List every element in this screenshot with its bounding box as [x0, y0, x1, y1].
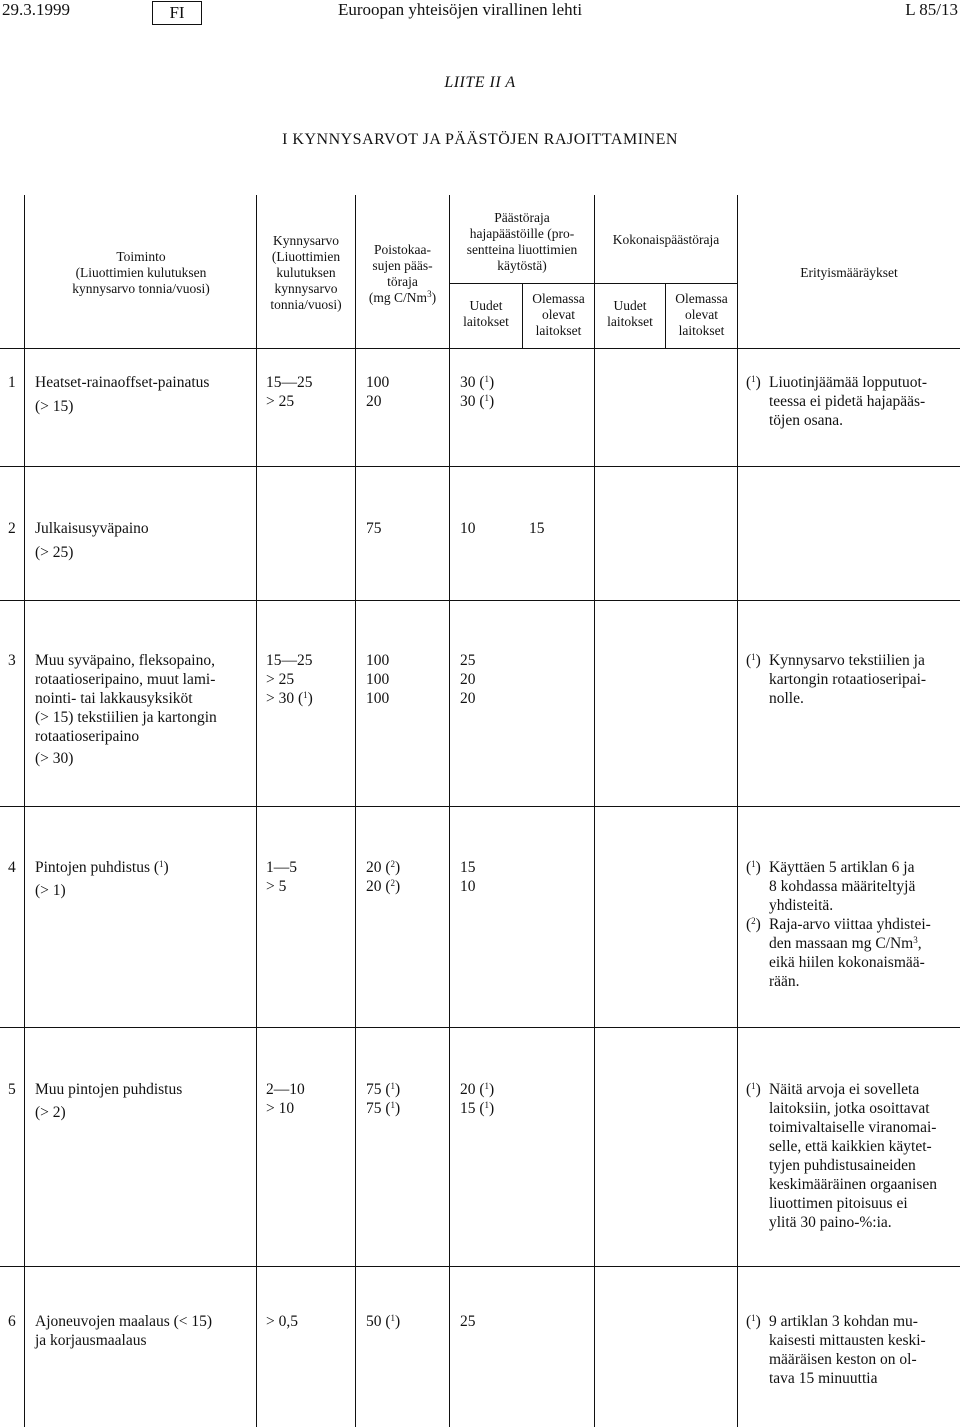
- row-special: Kynnysarvo tekstiilien ja kartongin rotaatioseripai- nolle.: [769, 652, 927, 707]
- journal-title: Euroopan yhteisöjen virallinen lehti: [338, 0, 583, 19]
- emission-value: 75 (: [366, 1081, 391, 1098]
- footnote-ref: 1: [484, 393, 490, 403]
- row-number: 3: [8, 652, 16, 669]
- paren-close: ): [489, 374, 495, 391]
- row-fugitive-new: [460, 1080, 494, 1099]
- grid-line: [594, 195, 595, 1427]
- row-fugitive-new-2: [460, 392, 494, 411]
- emission-value: 75 (: [366, 1100, 391, 1117]
- footnote-ref: 2: [390, 878, 396, 888]
- footnote-ref: 1: [751, 652, 756, 662]
- row-threshold: 2—10 > 10: [266, 1081, 305, 1117]
- row-special: 9 artiklan 3 kohdan mu- kaisesti mittausten keski- määräisen keston on ol- tava 15 minuuttia: [769, 1313, 926, 1387]
- paren-close: ): [755, 859, 761, 876]
- footnote-ref: 1: [751, 374, 756, 384]
- row-fugitive-new-2: [460, 1099, 494, 1118]
- grid-line: [737, 195, 738, 1427]
- row-activity-threshold: (> 15): [35, 398, 74, 415]
- grid-line: [0, 806, 960, 807]
- paren-open: (: [746, 1313, 752, 1330]
- footnote-ref: 1: [303, 690, 308, 700]
- header-emission-limit-unit: (mg C/Nm: [368, 290, 428, 305]
- row-number: 1: [8, 374, 16, 391]
- header-activity: Toiminto (Liuottimien kulutuksen kynnysarvo tonnia/vuosi): [72, 249, 210, 296]
- paren-close: ): [489, 1100, 495, 1117]
- header-fugitive-limit: Päästöraja hajapäästöille (pro- sentteina liuottimien käytöstä): [466, 210, 578, 273]
- sup-3: 3: [427, 289, 432, 299]
- grid-line: [0, 1266, 960, 1267]
- paren-close: ): [395, 1100, 401, 1117]
- row-activity-threshold: (> 1): [35, 882, 66, 899]
- paren-close: ): [395, 1313, 401, 1330]
- footnote-ref: 1: [159, 859, 164, 869]
- header-total-limit: Kokonaispäästöraja: [612, 232, 720, 247]
- row-fugitive-new: [460, 373, 494, 392]
- row-threshold: 15—25 > 25: [266, 374, 313, 410]
- row-activity: Muu pintojen puhdistus: [35, 1081, 183, 1098]
- footnote-ref: 1: [484, 1081, 490, 1091]
- paren-open: (: [746, 652, 752, 669]
- row-number: 4: [8, 859, 16, 876]
- header-special: Erityismääräykset: [800, 265, 898, 280]
- footnote-ref: 1: [390, 1100, 396, 1110]
- row-threshold: [266, 651, 313, 708]
- header-fugitive-new: Uudet laitokset: [463, 298, 509, 329]
- footnote-marker: [746, 858, 761, 877]
- paren-close: ): [755, 1081, 761, 1098]
- header-threshold: Kynnysarvo (Liuottimien kulutuksen kynnysarvo tonnia/vuosi): [270, 233, 342, 312]
- row-special: Käyttäen 5 artiklan 6 ja 8 kohdassa määriteltyjä yhdisteitä.: [769, 859, 916, 914]
- row-activity: [35, 858, 169, 877]
- row-emission: [366, 1080, 400, 1099]
- threshold-values: 15—25 > 25 > 30 (: [266, 652, 313, 707]
- paren-open: (: [746, 859, 752, 876]
- row-fugitive-new: 15 10: [460, 859, 476, 895]
- paren-close: ): [489, 1081, 495, 1098]
- grid-line: [24, 195, 25, 1427]
- row-activity-threshold: (> 25): [35, 544, 74, 561]
- fugitive-value: 15 (: [460, 1100, 485, 1117]
- grid-line: [0, 348, 960, 349]
- grid-line: [449, 195, 450, 1427]
- sup-3: 3: [913, 935, 918, 945]
- footnote-marker: [746, 651, 761, 670]
- row-threshold: > 0,5: [266, 1313, 298, 1330]
- footnote-ref: 2: [390, 859, 396, 869]
- header-fugitive-existing: Olemassa olevat laitokset: [532, 291, 585, 338]
- emission-value: 20 (: [366, 859, 391, 876]
- page-header: [0, 0, 960, 26]
- emission-value: 20 (: [366, 878, 391, 895]
- row-emission-2: [366, 1099, 400, 1118]
- section-title: I KYNNYSARVOT JA PÄÄSTÖJEN RAJOITTAMINEN: [282, 131, 678, 148]
- header-total-existing: Olemassa olevat laitokset: [675, 291, 728, 338]
- footnote-marker: [746, 915, 761, 934]
- row-number: 5: [8, 1081, 16, 1098]
- row-emission: 100 20: [366, 374, 390, 410]
- annex-title: LIITE II A: [444, 74, 516, 91]
- row-activity: Julkaisusyväpaino: [35, 520, 149, 537]
- paren-close: ): [755, 1313, 761, 1330]
- paren-close: ): [431, 290, 437, 305]
- row-special: Liuotinjäämää lopputuot- teessa ei pidetä hajapääs- töjen osana.: [769, 374, 927, 429]
- paren-close: ): [489, 393, 495, 410]
- paren-close: ): [395, 1081, 401, 1098]
- special-text-cont: , eikä hiilen kokonaismää- rään.: [769, 935, 925, 990]
- paren-close: ): [395, 859, 401, 876]
- footnote-marker: [746, 1312, 761, 1331]
- row-emission: 75: [366, 520, 382, 537]
- paren-open: (: [746, 1081, 752, 1098]
- grid-line: [0, 600, 960, 601]
- row-emission: [366, 1312, 400, 1331]
- grid-line: [0, 1027, 960, 1028]
- fugitive-value: 30 (: [460, 393, 485, 410]
- row-fugitive-existing: 15: [529, 520, 545, 537]
- grid-line: [256, 195, 257, 1427]
- paren-close: ): [163, 859, 169, 876]
- page-number: L 85/13: [905, 0, 958, 19]
- grid-line: [450, 283, 737, 284]
- paren-close: ): [395, 878, 401, 895]
- header-emission-limit: [356, 242, 449, 306]
- row-special-2: [769, 915, 931, 991]
- footnote-ref: 1: [751, 1081, 756, 1091]
- footnote-marker: [746, 1080, 761, 1099]
- paren-open: (: [746, 916, 752, 933]
- footnote-ref: 1: [484, 374, 490, 384]
- row-threshold: 1—5 > 5: [266, 859, 297, 895]
- row-activity: Ajoneuvojen maalaus (< 15) ja korjausmaalaus: [35, 1313, 213, 1349]
- footnote-ref: 1: [390, 1081, 396, 1091]
- footnote-marker: [746, 373, 761, 392]
- row-fugitive-new: 25: [460, 1313, 476, 1330]
- footnote-ref: 1: [484, 1100, 490, 1110]
- emission-value: 50 (: [366, 1313, 391, 1330]
- grid-line: [0, 466, 960, 467]
- special-text: Raja-arvo viittaa yhdistei- den massaan mg C/Nm: [769, 916, 931, 952]
- footnote-ref: 2: [751, 916, 756, 926]
- footnote-ref: 1: [751, 1313, 756, 1323]
- footnote-ref: 1: [751, 859, 756, 869]
- row-fugitive-new: 10: [460, 520, 476, 537]
- header-total-new: Uudet laitokset: [607, 298, 653, 329]
- grid-line: [355, 195, 356, 1427]
- fugitive-value: 30 (: [460, 374, 485, 391]
- row-activity: Muu syväpaino, fleksopaino, rotaatioseripaino, muut lami- nointi- tai lakkausyksiköt (> 15) tekstiilien ja kartongin rotaatioseripaino: [35, 652, 217, 745]
- row-emission: [366, 858, 400, 877]
- row-emission-2: [366, 877, 400, 896]
- fugitive-value: 20 (: [460, 1081, 485, 1098]
- paren-close: ): [307, 690, 313, 707]
- language-badge: FI: [152, 1, 202, 25]
- header-emission-limit-text: Poistokaa- sujen pääs- töraja: [372, 242, 433, 289]
- row-special: Näitä arvoja ei sovelleta laitoksiin, jotka osoittavat toimivaltaiselle viranomai- selle, että kaikkien käytet- tyjen puhdistusaineiden keskimääräinen orgaanisen liuottimen pitoisuus ei ylitä 30 paino-%:ia.: [769, 1081, 937, 1231]
- row-emission: 100 100 100: [366, 652, 390, 707]
- publication-date: 29.3.1999: [2, 0, 70, 19]
- row-number: 2: [8, 520, 16, 537]
- paren-open: (: [746, 374, 752, 391]
- row-activity-threshold: (> 2): [35, 1104, 66, 1121]
- activity-text: Pintojen puhdistus (: [35, 859, 160, 876]
- row-number: 6: [8, 1313, 16, 1330]
- paren-close: ): [755, 916, 761, 933]
- paren-close: ): [755, 374, 761, 391]
- row-activity-threshold: (> 30): [35, 750, 74, 767]
- row-activity: Heatset-rainaoffset-painatus: [35, 374, 210, 391]
- paren-close: ): [755, 652, 761, 669]
- row-fugitive-new: 25 20 20: [460, 652, 476, 707]
- footnote-ref: 1: [390, 1313, 396, 1323]
